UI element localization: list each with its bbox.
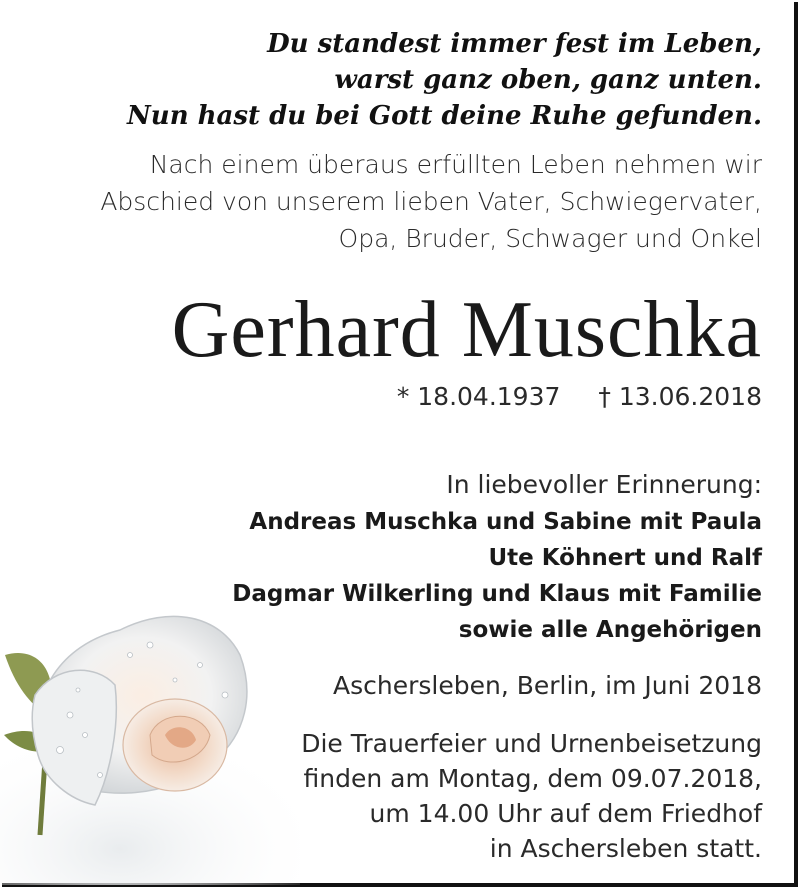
mourner-name: Dagmar Wilkerling und Klaus mit Familie [232,581,762,607]
place-date: Aschersleben, Berlin, im Juni 2018 [333,671,762,700]
service-line: um 14.00 Uhr auf dem Friedhof [369,799,762,828]
deceased-name: Gerhard Muschka [171,286,762,374]
service-line: Die Trauerfeier und Urnenbeisetzung [301,729,762,758]
mourners-list [232,504,762,648]
life-dates [397,380,762,414]
intro-line: Nach einem überaus erfüllten Leben nehmen wir [149,150,762,179]
intro-line: Opa, Bruder, Schwager und Onkel [338,224,762,253]
motto-verse [127,26,762,134]
mourner-name: Andreas Muschka und Sabine mit Paula [249,509,762,535]
intro-text [100,146,762,257]
service-line: finden am Montag, dem 09.07.2018, [303,764,762,793]
service-info [301,726,762,866]
intro-line: Abschied von unserem lieben Vater, Schwiegervater, [100,187,762,216]
mourner-name: sowie alle Angehörigen [458,617,762,643]
birth-date: * 18.04.1937 [396,382,561,411]
memory-heading: In liebevoller Erinnerung: [446,470,762,499]
death-date: † 13.06.2018 [598,382,762,411]
motto-line: warst ganz oben, ganz unten. [334,65,762,95]
motto-line: Nun hast du bei Gott deine Ruhe gefunden. [127,101,762,131]
service-line: in Aschersleben statt. [489,834,762,863]
motto-line: Du standest immer fest im Leben, [267,29,762,59]
mourner-name: Ute Köhnert und Ralf [488,545,762,571]
